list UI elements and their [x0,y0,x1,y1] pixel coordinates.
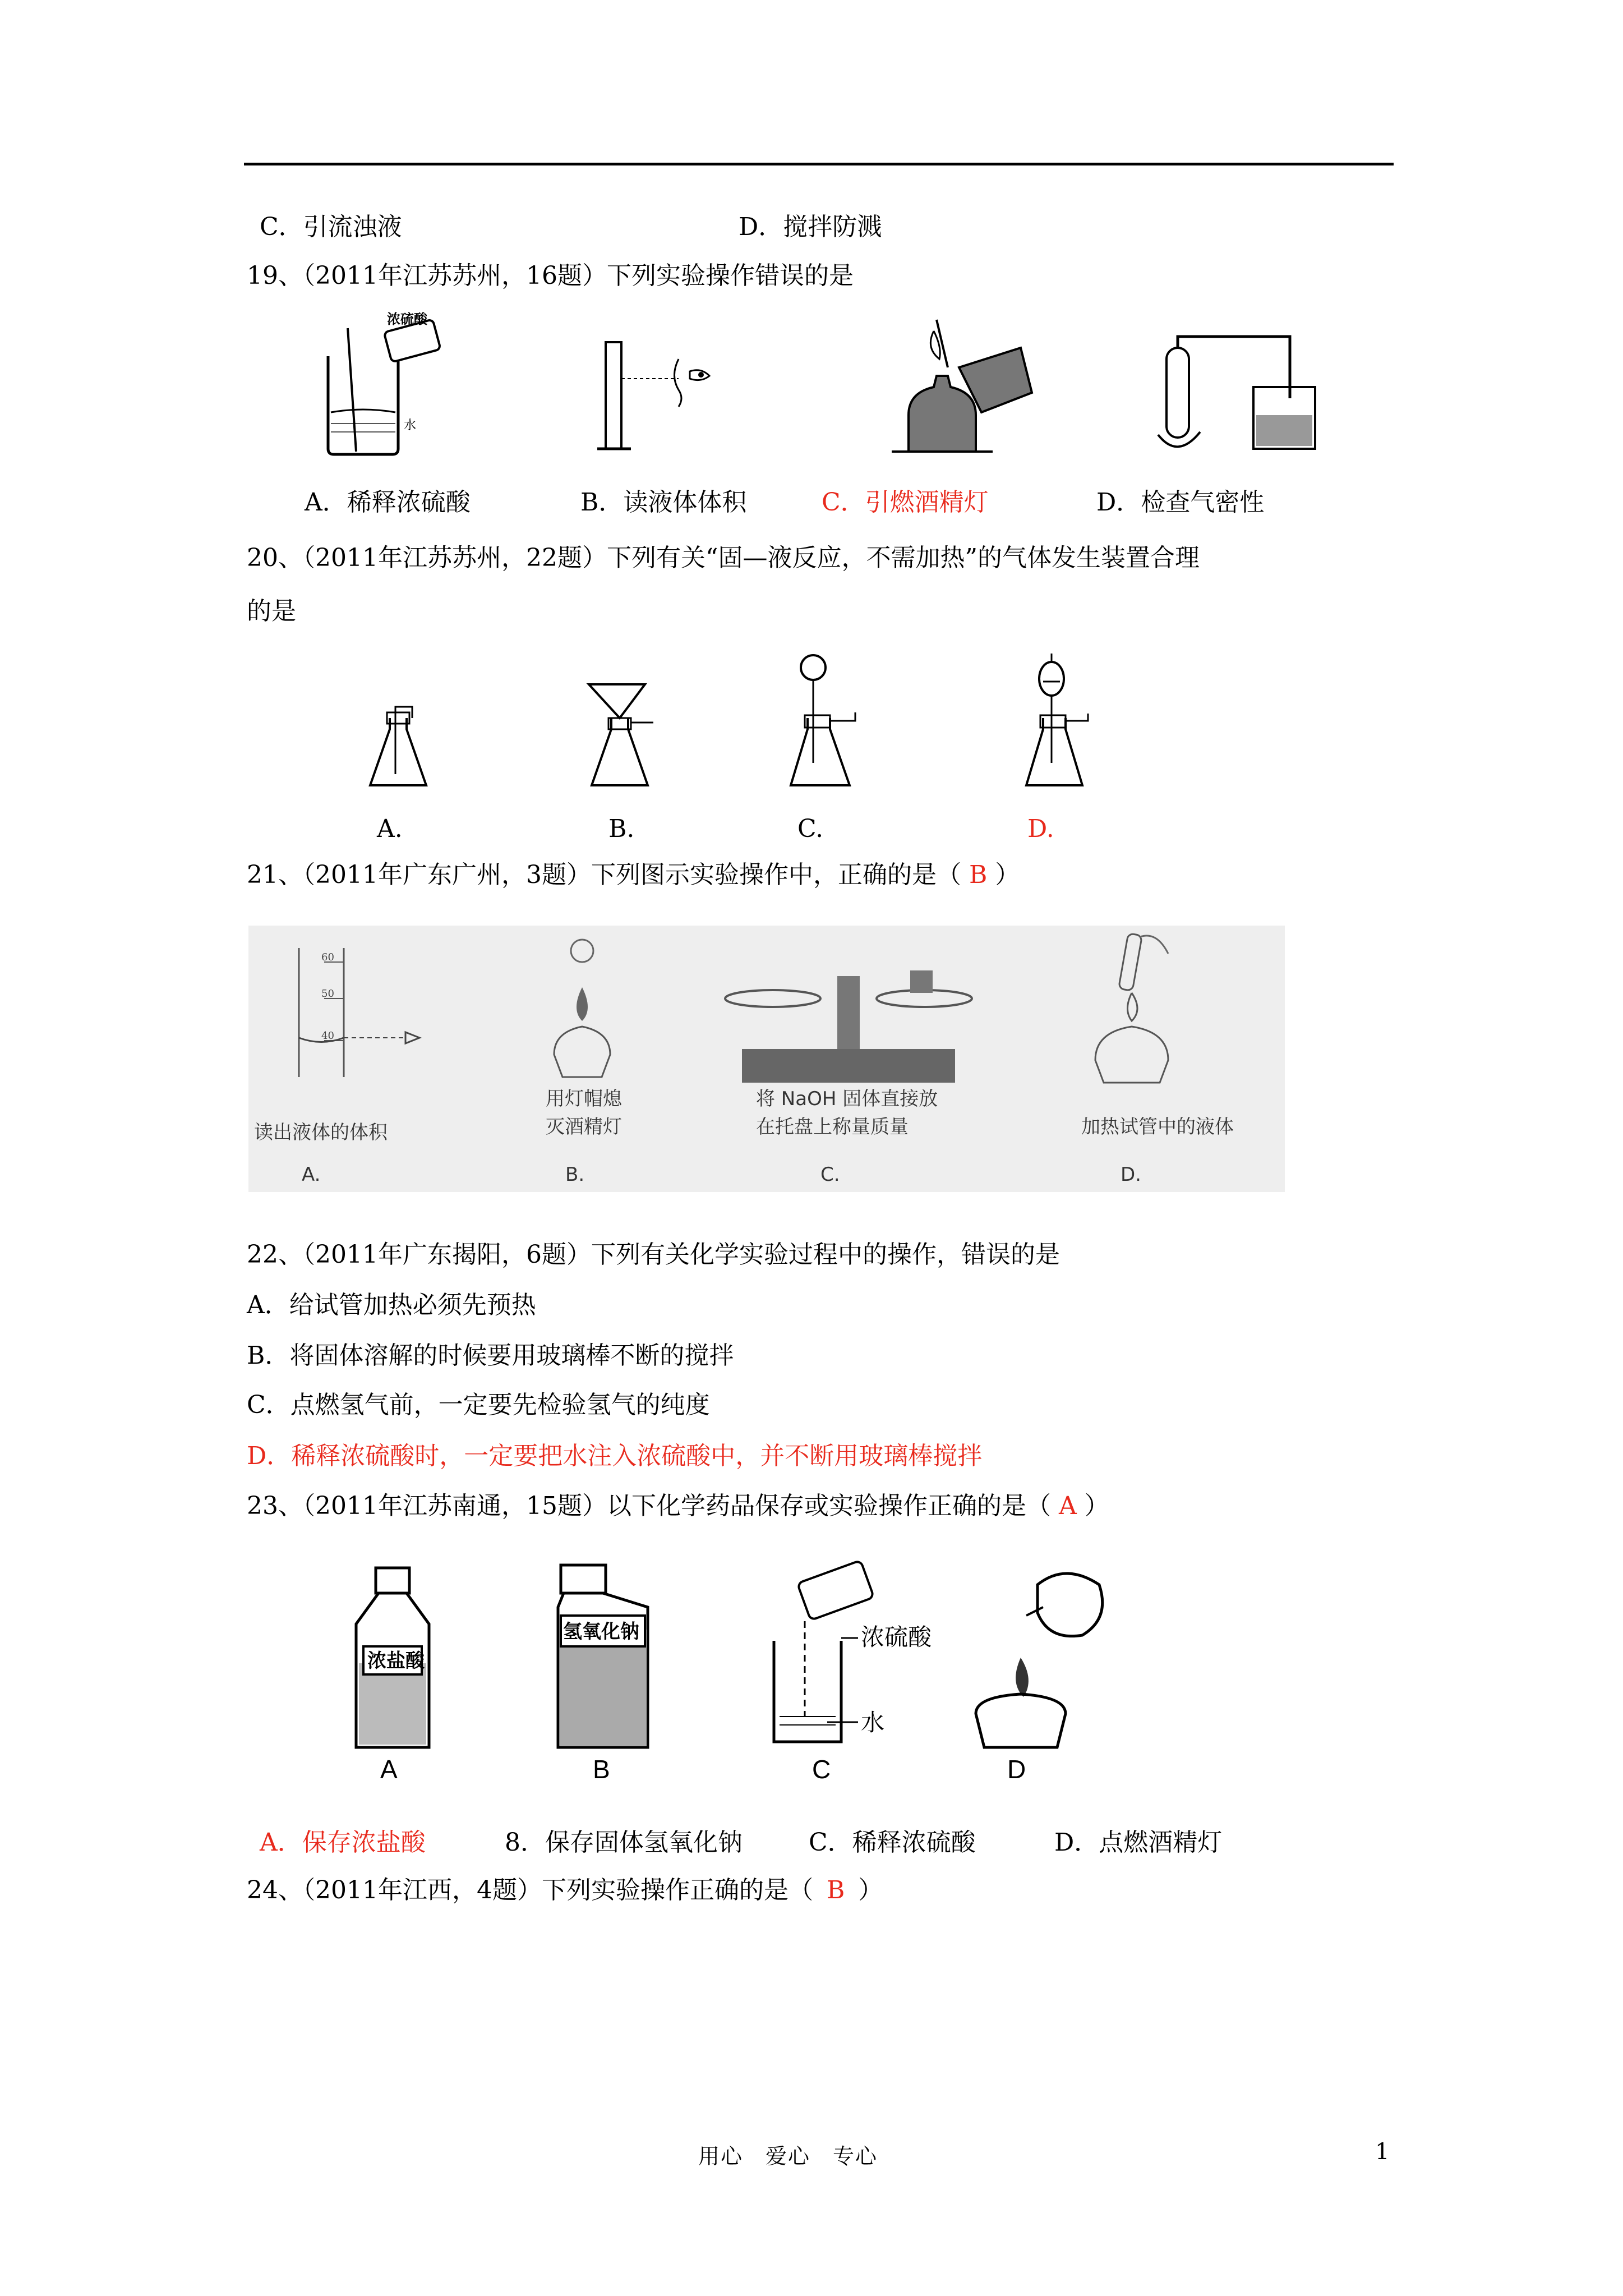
q21-answer: B [969,861,988,889]
q21-close: ） [995,861,1020,889]
q23-fig-label-d: D [1007,1755,1026,1784]
q20-figure-b [583,673,656,791]
q24-stem-line [247,1874,883,1907]
q23-answer: A [1058,1492,1077,1520]
q21-scale-50: 50 [321,988,334,1000]
q19-water-label: 水 [404,418,417,432]
q23-stem: 23、（2011年江苏南通，15题）以下化学药品保存或实验操作正确的是（ [247,1492,1051,1520]
page-footer: 用心 爱心 专心 [698,2144,878,2169]
q24-answer: B [826,1876,845,1904]
q23-option-b: 8．保存固体氢氧化钠 [505,1828,743,1857]
q23-fig-label-b: B [593,1755,610,1784]
q20-stem-line2: 的是 [247,597,296,625]
q23-option-c: C．稀释浓硫酸 [809,1828,976,1857]
q21-b-text1: 用灯帽熄 [546,1088,622,1110]
q23-bottle-a-label: 浓盐酸 [367,1650,425,1672]
q22-option-b: B．将固体溶解的时候要用玻璃棒不断的搅拌 [247,1341,734,1370]
q21-a-text: 读出液体的体积 [254,1121,388,1144]
q22-option-a: A．给试管加热必须先预热 [247,1291,536,1319]
q21-stem-line [247,858,1020,892]
q20-label-c: C. [797,815,824,843]
q19-acid-label: 浓硫酸 [387,311,427,327]
q20-label-d: D. [1027,815,1054,843]
q19-label-a: A．稀释浓硫酸 [305,488,471,517]
q24-stem: 24、（2011年江西，4题）下列实验操作正确的是（ [247,1876,813,1904]
q19-figure-b [594,337,723,460]
q18-option-c: C．引流浊液 [260,213,402,241]
q23-option-d: D．点燃酒精灯 [1054,1828,1223,1857]
q19-figure-d [1138,331,1318,460]
q22-option-c: C．点燃氢气前，一定要先检验氢气的纯度 [247,1391,710,1419]
q23-stem-line [247,1489,1109,1523]
q20-stem-line1: 20、（2011年江苏苏州，22题）下列有关“固—液反应，不需加热”的气体发生装置合理 [247,544,1200,572]
q23-figure [336,1562,1234,1787]
header-rule [244,163,1394,165]
q21-c-label: C. [820,1163,840,1186]
q23-fig-label-a: A [380,1755,398,1784]
q20-label-b: B. [608,815,635,843]
q20-label-a: A. [377,815,403,843]
q23-close: ） [1084,1492,1109,1520]
q21-d-text: 加热试管中的液体 [1081,1116,1234,1138]
q19-stem: 19、（2011年江苏苏州，16题）下列实验操作错误的是 [247,261,854,290]
q21-b-label: B. [565,1163,585,1186]
q19-figure-c [892,314,1038,457]
q21-figure [248,926,1285,1192]
q23-fig-label-c: C [812,1755,831,1784]
q21-b-text2: 灭酒精灯 [546,1116,622,1138]
q21-c-text2: 在托盘上称量质量 [756,1116,909,1138]
q21-scale-40: 40 [321,1030,334,1042]
q24-close: ） [858,1876,883,1904]
q19-label-d: D．检查气密性 [1096,488,1265,517]
q21-a-label: A. [302,1163,321,1186]
q20-figure-a [365,696,432,791]
q21-stem: 21、（2011年广东广州，3题）下列图示实验操作中，正确的是（ [247,861,961,889]
q21-c-text1: 将 NaOH 固体直接放 [756,1088,938,1110]
q21-d-label: D. [1121,1163,1141,1186]
q19-label-c: C．引燃酒精灯 [822,488,989,517]
q23-option-a: A．保存浓盐酸 [260,1828,426,1857]
q20-figure-c [788,651,872,791]
q22-stem: 22、（2011年广东揭阳，6题）下列有关化学实验过程中的操作，错误的是 [247,1240,1060,1269]
q20-figure-d [1021,651,1099,791]
q18-option-d: D．搅拌防溅 [739,213,882,241]
q23-c-water-label: 水 [861,1709,885,1736]
page-number: 1 [1375,2139,1390,2165]
q22-option-d: D．稀释浓硫酸时，一定要把水注入浓硫酸中，并不断用玻璃棒搅拌 [247,1442,983,1470]
q21-scale-60: 60 [321,951,334,963]
q23-c-acid-label: 浓硫酸 [861,1623,932,1651]
q19-figure-a [314,311,454,460]
q23-bottle-b-label: 氢氧化钠 [563,1621,639,1643]
q19-label-b: B．读液体体积 [580,488,747,517]
